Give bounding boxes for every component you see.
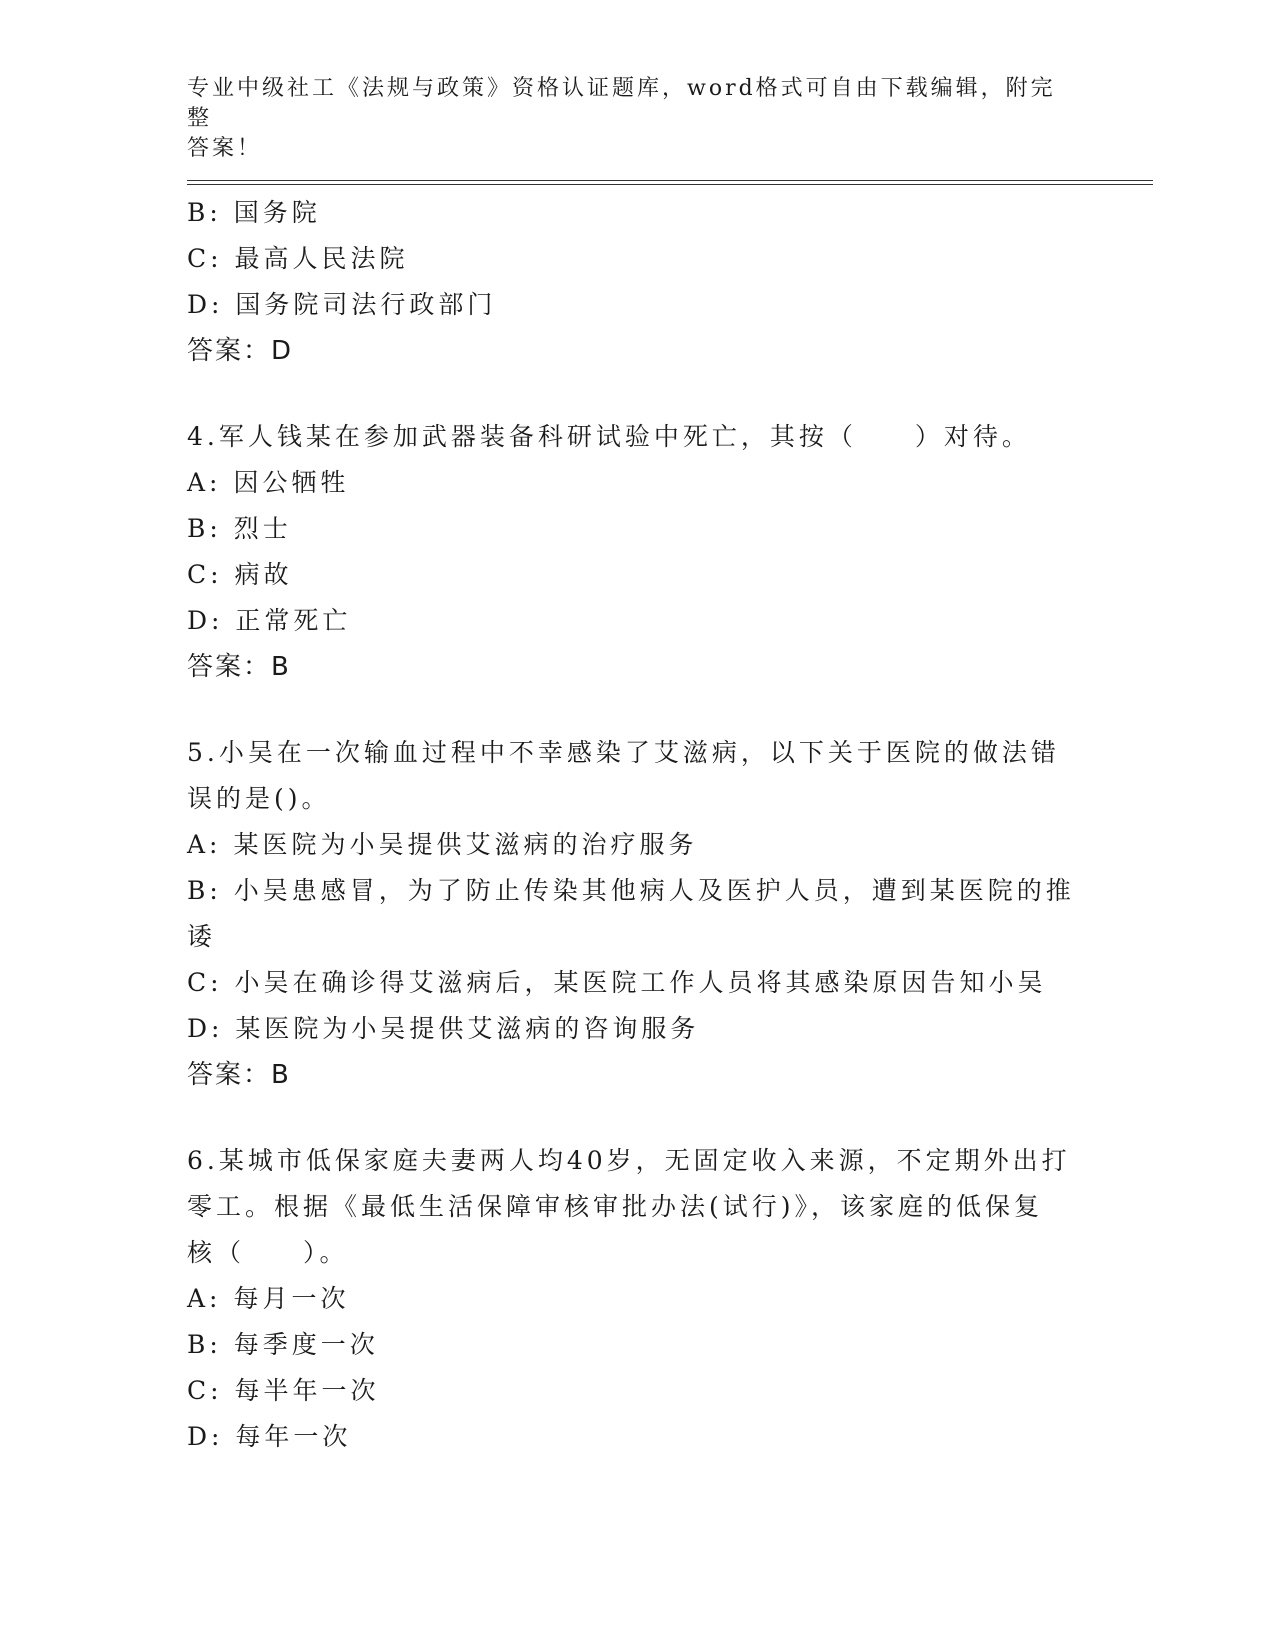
option-key: A: — [187, 468, 222, 497]
option-text: 某医院为小吴提供艾滋病的治疗服务 — [233, 830, 698, 859]
option-text: 病故 — [234, 560, 293, 589]
option-key: D: — [187, 290, 224, 319]
option-b — [187, 1322, 1067, 1368]
option-text: 国务院 — [233, 198, 321, 227]
option-d — [187, 1006, 1067, 1052]
option-key: D: — [187, 1014, 224, 1043]
option-key: B: — [187, 198, 222, 227]
option-key: B: — [187, 514, 222, 543]
question-6 — [187, 1138, 1071, 1460]
header-title-line-2: 答案！ — [187, 136, 263, 161]
option-key: C: — [187, 1376, 223, 1405]
option-text: 因公牺牲 — [233, 468, 350, 497]
answer-line: 答案：B — [187, 652, 291, 682]
question-stem-line-2: 零工。根据《最低生活保障审核审批办法(试行)》，该家庭的低保复 — [187, 1192, 1044, 1221]
question-stem-line-2: 误的是()。 — [187, 784, 331, 813]
option-text: 小吴在确诊得艾滋病后，某医院工作人员将其感染原因告知小吴 — [234, 968, 1047, 997]
question-4 — [187, 414, 1067, 690]
option-key: C: — [187, 968, 223, 997]
option-key: C: — [187, 244, 223, 273]
question-stem: 4.军人钱某在参加武器装备科研试验中死亡，其按（ ）对待。 — [187, 422, 1031, 451]
option-key: C: — [187, 560, 223, 589]
option-text: 最高人民法院 — [234, 244, 409, 273]
question-stem-line-1: 6.某城市低保家庭夫妻两人均40岁，无固定收入来源，不定期外出打 — [187, 1146, 1071, 1175]
option-c — [187, 236, 1067, 282]
option-b — [187, 190, 1067, 236]
option-key: D: — [187, 1422, 224, 1451]
option-text: 正常死亡 — [235, 606, 352, 635]
option-a — [187, 822, 1067, 868]
option-a — [187, 460, 1067, 506]
option-key: A: — [187, 1284, 222, 1313]
option-c — [187, 1368, 1067, 1414]
question-stem-line-3: 核（ ）。 — [187, 1238, 349, 1267]
question-5 — [187, 730, 1075, 1098]
option-text: 每半年一次 — [234, 1376, 380, 1405]
question-3 — [187, 190, 1067, 374]
option-key: B: — [187, 876, 222, 905]
option-key: A: — [187, 830, 222, 859]
option-c — [187, 552, 1067, 598]
option-text: 每季度一次 — [233, 1330, 379, 1359]
option-c — [187, 960, 1067, 1006]
option-a — [187, 1276, 1067, 1322]
option-b — [187, 868, 1075, 914]
answer-line: 答案：B — [187, 1060, 291, 1090]
option-text: 小吴患感冒，为了防止传染其他病人及医护人员，遭到某医院的推 — [233, 876, 1075, 905]
option-key: D: — [187, 606, 224, 635]
header-title-line-1: 专业中级社工《法规与政策》资格认证题库，word格式可自由下载编辑，附完整 — [187, 76, 1056, 131]
option-d — [187, 1414, 1067, 1460]
option-text: 每年一次 — [235, 1422, 352, 1451]
header-double-rule — [187, 180, 1153, 185]
option-d — [187, 282, 1067, 328]
question-stem-line-1: 5.小吴在一次输血过程中不幸感染了艾滋病，以下关于医院的做法错 — [187, 738, 1060, 767]
option-text: 某医院为小吴提供艾滋病的咨询服务 — [235, 1014, 700, 1043]
option-text: 国务院司法行政部门 — [235, 290, 497, 319]
option-b-continuation: 诿 — [187, 922, 217, 951]
option-b — [187, 506, 1067, 552]
option-d — [187, 598, 1067, 644]
answer-line: 答案：D — [187, 336, 294, 366]
option-text: 每月一次 — [233, 1284, 350, 1313]
option-text: 烈士 — [233, 514, 292, 543]
question-list — [187, 190, 1075, 1460]
option-key: B: — [187, 1330, 222, 1359]
document-header — [187, 74, 1067, 164]
